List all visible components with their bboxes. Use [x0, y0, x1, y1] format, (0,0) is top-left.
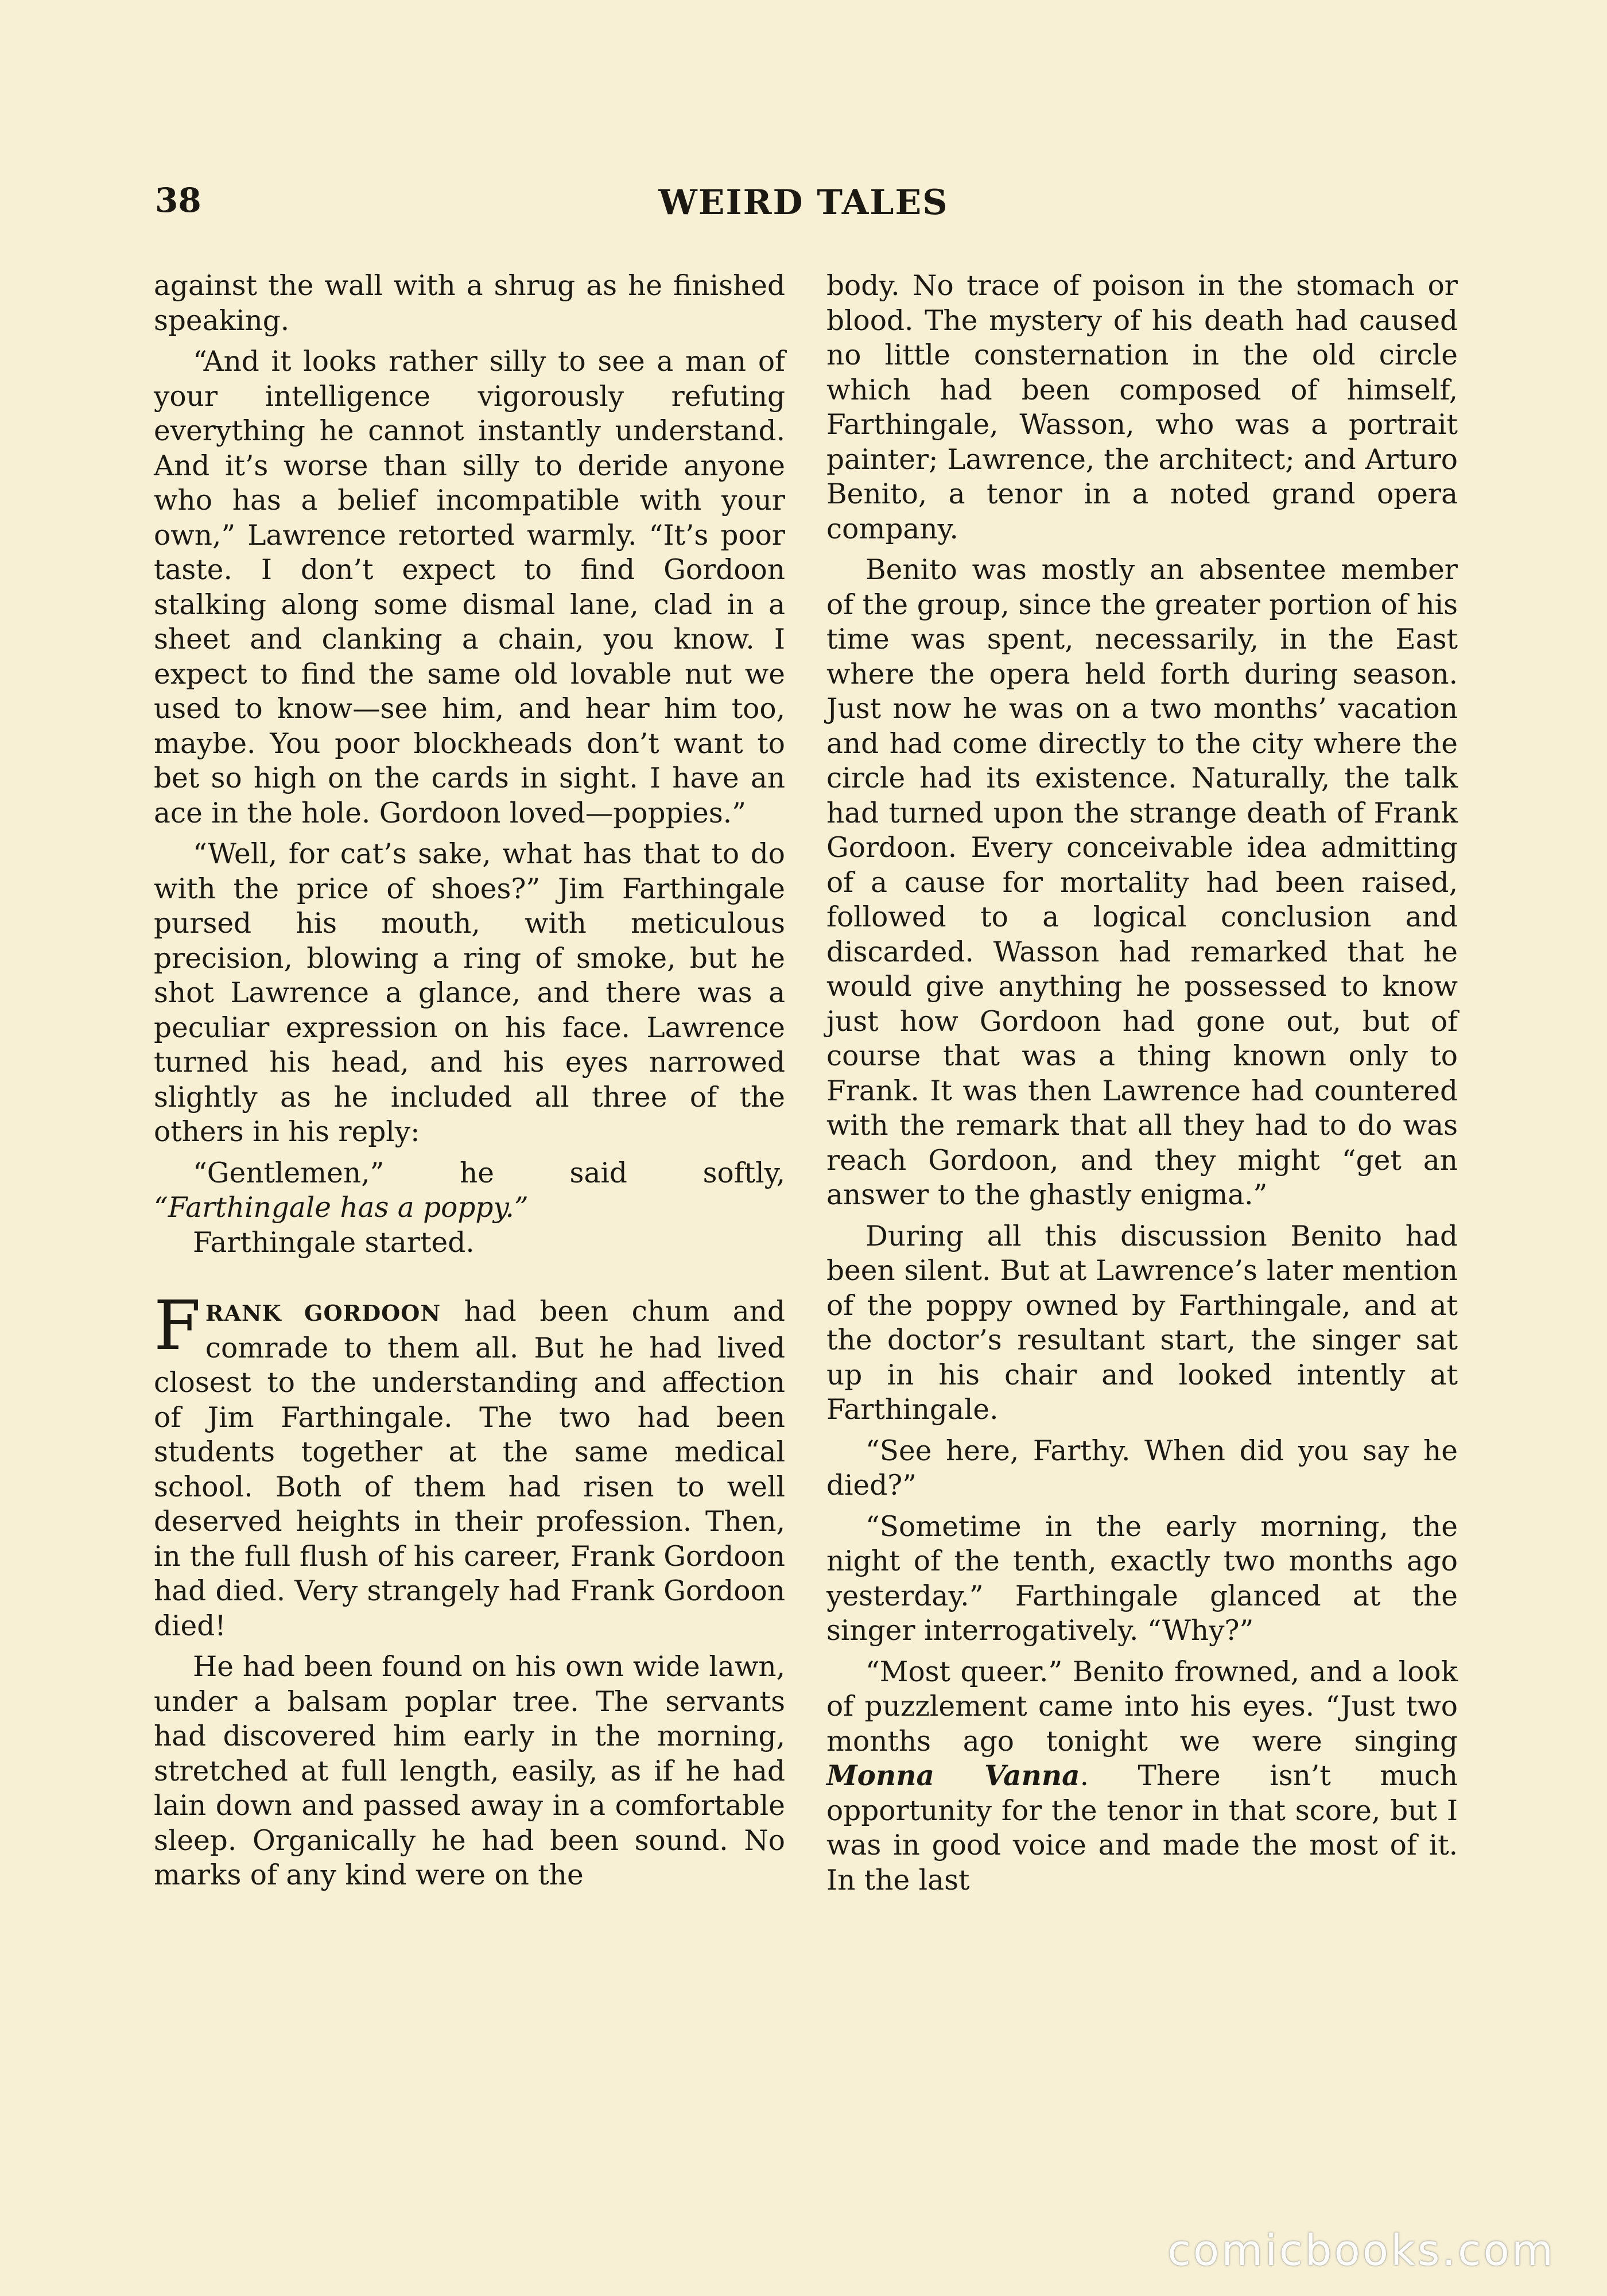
running-head: WEIRD TALES	[658, 183, 949, 223]
paragraph-text: . There isn’t much opportunity for the tenor in that score, but I was in good voice and made the most of it. In the last	[826, 1760, 1458, 1896]
quote-intro: “Gentlemen,” he said softly,	[193, 1157, 785, 1189]
paragraph	[826, 1655, 1458, 1898]
paragraph	[154, 1286, 785, 1643]
paragraph-text: had been chum and comrade to them all. But he had lived closest to the understanding and affection of Jim Farthingale. The two had been students together at the same medical school. Both of them had risen to well deserved heights in their profession. Then, in the full flush of his career, Frank Gordoon had died. Very strangely had Frank Gordoon died!	[154, 1296, 785, 1642]
paragraph: body. No trace of poison in the stomach or blood. The mystery of his death had caused no little consternation in the old circle which had been composed of himself, Farthingale, Wasson, who was a portrait painter; Lawrence, the architect; and Arturo Benito, a tenor in a noted grand opera company.	[826, 270, 1458, 545]
paragraph	[154, 1156, 785, 1191]
right-column	[826, 269, 1458, 1904]
paragraph: He had been found on his own wide lawn, under a balsam poplar tree. The servants had discovered him early in the morning, stretched at full length, easily, as if he had lain down and passed away in a comfortable sleep. Organically he had been sound. No marks of any kind were on the	[154, 1651, 785, 1891]
paragraph: Benito was mostly an absentee member of the group, since the greater portion of his time was spent, necessarily, in the East where the opera held forth during season. Just now he was on a two months’ vacation and had come directly to the city where the circle had its existence. Naturally, the talk had turned upon the strange death of Frank Gordoon. Every conceivable idea admitting of a cause for mortality had been raised, followed to a logical conclusion and discarded. Wasson had remarked that he would give anything he possessed to know just how Gordoon had gone out, but of course that was a thing known only to Frank. It was then Lawrence had countered with the remark that all they had to do was reach Gordoon, and they might “get an answer to the ghastly enigma.”	[826, 554, 1458, 1211]
paragraph: “See here, Farthy. When did you say he died?”	[826, 1434, 1458, 1502]
watermark: comicbooks.com	[1167, 2226, 1555, 2275]
paragraph-text: “Most queer.” Benito frowned, and a look of puzzlement came into his eyes. “Just two months ago tonight we were singing	[826, 1655, 1458, 1758]
opera-title: Monna Vanna	[826, 1759, 1080, 1792]
paragraph: against the wall with a shrug as he finished speaking.	[154, 270, 785, 337]
paragraph: “Well, for cat’s sake, what has that to do with the price of shoes?” Jim Farthingale pursed his mouth, with meticulous precision, blowing a ring of smoke, but he shot Lawrence a glance, and there was a peculiar expression on his face. Lawrence turned his head, and his eyes narrowed slightly as he included all three of the others in his reply:	[154, 838, 785, 1148]
paragraph: Farthingale started.	[193, 1226, 475, 1259]
italic-quote: “Farthingale has a poppy.”	[154, 1192, 529, 1224]
paragraph: “Sometime in the early morning, the night of the tenth, exactly two months ago yesterday.” Farthingale glanced at the singer interrogatively. “Why?”	[826, 1510, 1458, 1647]
small-caps-name: RANK GORDOON	[205, 1300, 441, 1326]
page-number: 38	[155, 181, 201, 220]
paragraph: During all this discussion Benito had been silent. But at Lawrence’s later mention of the poppy owned by Farthingale, and at the doctor’s resultant start, the singer sat up in his chair and looked intently at Farthingale.	[826, 1220, 1458, 1426]
drop-cap: F	[154, 1286, 201, 1365]
left-column	[154, 269, 785, 1899]
paragraph	[154, 1190, 785, 1225]
paragraph: “And it looks rather silly to see a man of your intelligence vigorously refuting everything he cannot instantly understand. And it’s worse than silly to deride anyone who has a belief incompatible with your own,” Lawrence retorted warmly. “It’s poor taste. I don’t expect to find Gordoon stalking along some dismal lane, clad in a sheet and clanking a chain, you know. I expect to find the same old lovable nut we used to know—see him, and hear him too, maybe. You poor blockheads don’t want to bet so high on the cards in sight. I have an ace in the hole. Gordoon loved—poppies.”	[154, 346, 785, 829]
